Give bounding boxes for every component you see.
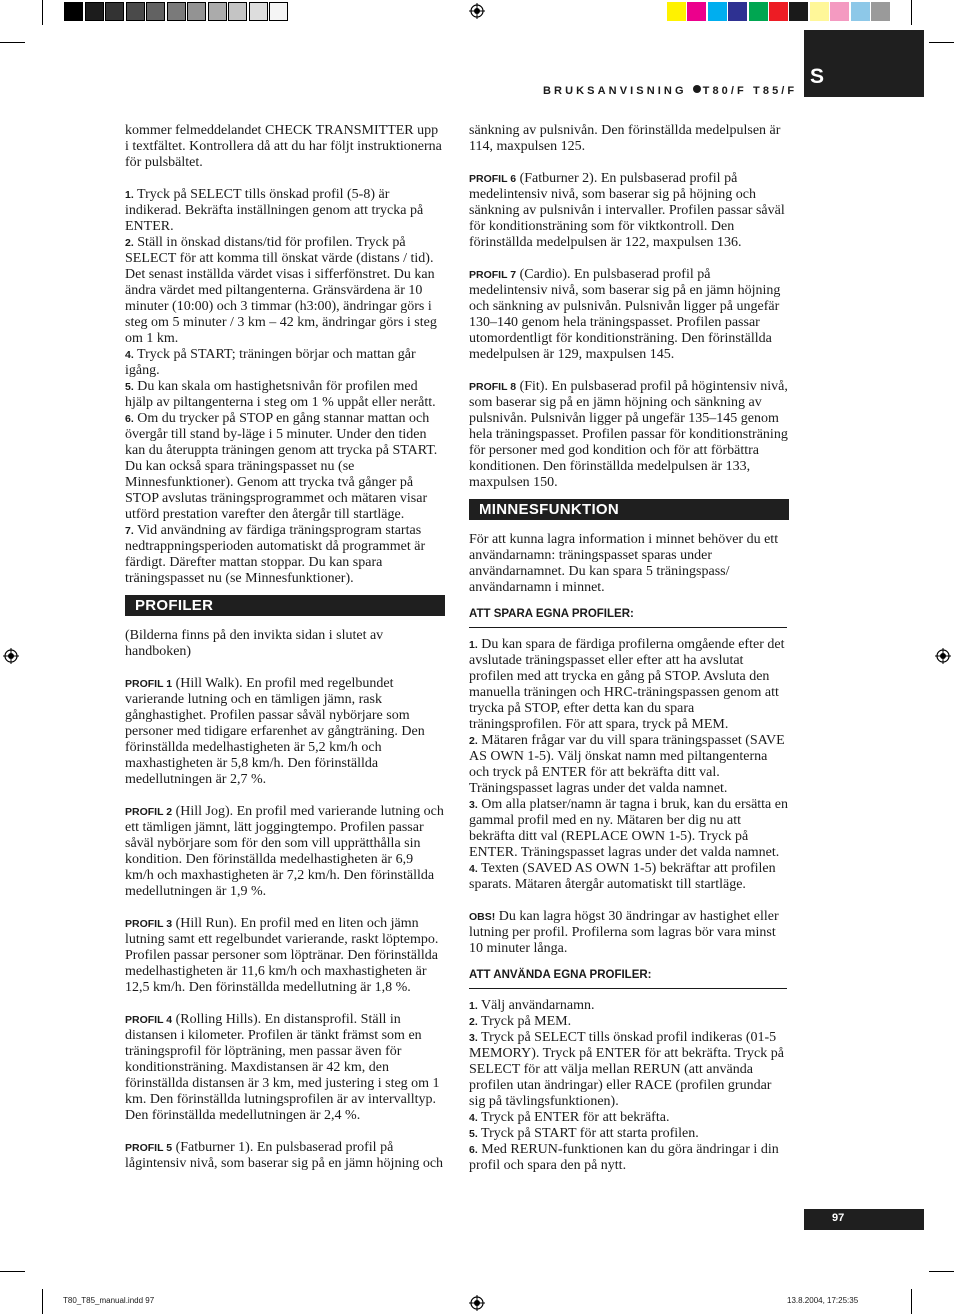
color-swatch [830, 2, 849, 21]
use-step [469, 1110, 789, 1126]
step-item-text: Du kan skala om hastighetsnivån för profilen med hjälp av piltangenterna i steg om 1 % uppåt eller nerått. [125, 379, 436, 410]
gray-swatch [187, 2, 206, 21]
profile-item [469, 379, 789, 491]
use-step-text: Tryck på MEM. [477, 1014, 572, 1029]
manual-label: BRUKSANVISNING [543, 85, 687, 97]
profile-item-text: (Rolling Hills). En distansprofil. Ställ in distansen i kilometer. Profilen är tänkt främst som en träningsprofil för löpträning, men passar även för konditionsträning. Maxdistansen är 42 km, den förinställda distansen är 3 km, med justering i steg om 1 km. Den förinställda lutningsprofilen är av intervalltyp. Den förinställda medellutningen är 2,4 %. [125, 1012, 440, 1123]
crop-mark [929, 42, 954, 43]
use-step-text: Med RERUN-funktionen kan du göra ändringar i din profil och spara den på nytt. [469, 1142, 779, 1173]
step-item-text: Vid användning av färdiga träningsprogram startas nedtrappningsperioden automatiskt då programmet är färdigt. Därefter mattan stoppar. Du kan spara träningspasset nu (se Minnesfunktioner). [125, 523, 426, 586]
right-column [469, 123, 789, 1174]
color-swatch [769, 2, 788, 21]
gray-swatch [85, 2, 104, 21]
profile-item-label: PROFIL 1 [125, 678, 173, 690]
step-item [125, 347, 445, 379]
left-column [125, 123, 445, 1172]
registration-mark-icon [3, 648, 19, 664]
gray-swatch [105, 2, 124, 21]
use-step [469, 1142, 789, 1174]
color-swatch [687, 2, 706, 21]
profile-item-label: PROFIL 5 [125, 1142, 173, 1154]
save-steps-list [469, 637, 789, 893]
language-code: S [810, 65, 825, 88]
color-swatch [667, 2, 686, 21]
step-item [125, 379, 445, 411]
use-step-label: 3. [469, 1032, 478, 1044]
profile-item-label: PROFIL 4 [125, 1014, 173, 1026]
save-step-text: Om alla platser/namn är tagna i bruk, kan du ersätta en gammal profil med en ny. Mätaren ber dig nu att bekräfta ditt val (REPLACE OWN 1-5). Tryck på ENTER. Träningspasset lagras under det valda namnet. [469, 797, 788, 860]
step-item-label: 4. [125, 349, 134, 361]
color-swatch [728, 2, 747, 21]
gray-swatch [167, 2, 186, 21]
step-item [125, 235, 445, 347]
gray-swatch [64, 2, 83, 21]
profile-item-label: PROFIL 2 [125, 806, 173, 818]
gray-swatch [126, 2, 145, 21]
save-step [469, 797, 789, 861]
profile-item-text: (Fatburner 1). En pulsbaserad profil på lågintensiv nivå, som baserar sig på en jämn höjning och [125, 1140, 444, 1171]
registration-mark-icon [469, 1295, 485, 1311]
use-step-label: 4. [469, 1112, 478, 1124]
program-steps-list [125, 187, 445, 587]
gray-swatch [269, 2, 288, 21]
obs-label: OBS! [469, 911, 496, 923]
color-swatch [708, 2, 727, 21]
crop-mark [0, 42, 25, 43]
crop-mark [911, 0, 912, 25]
save-step-label: 1. [469, 639, 478, 651]
color-swatch [851, 2, 870, 21]
gray-swatch [249, 2, 268, 21]
step-item [125, 187, 445, 235]
profile-item [125, 1140, 445, 1172]
profile-item [125, 916, 445, 996]
use-step [469, 1126, 789, 1142]
color-swatch [749, 2, 768, 21]
section-heading-minnesfunktion: MINNESFUNKTION [469, 499, 789, 520]
crop-mark [42, 1289, 43, 1314]
save-step-text: Mätaren frågar var du vill spara träningspasset (SAVE AS OWN 1-5). Välj önskat namn med piltangenterna och tryck på ENTER för att bekräfta ditt val. Träningspasset lagras under det valda namnet. [469, 733, 785, 796]
save-step [469, 637, 789, 733]
profile-item-label: PROFIL 7 [469, 269, 517, 281]
profiler-note: (Bilderna finns på den invikta sidan i slutet av handboken) [125, 628, 384, 659]
profile-item-label: PROFIL 6 [469, 173, 517, 185]
save-step-label: 3. [469, 799, 478, 811]
save-step [469, 861, 789, 893]
use-step-text: Tryck på START för att starta profilen. [477, 1126, 699, 1141]
step-item-text: Om du trycker på STOP en gång stannar mattan och övergår till stand by-läge i 5 minuter. Under den tiden kan du återuppta träningen genom att trycka på START. Du kan också spara träningspasset nu (se Minnesfunktioner). Genom att trycka två gånger på STOP avslutas träningsprogrammet och mätaren visar utförd prestation varefter den återgår till startläge. [125, 411, 438, 522]
use-step [469, 1030, 789, 1110]
subheading-save-profiles: ATT SPARA EGNA PROFILER: [469, 606, 787, 628]
use-step-text: Tryck på SELECT tills önskad profil indikeras (01-5 MEMORY). Tryck på ENTER för att bekräfta. Tryck på SELECT för att välja mellan RERUN (att använda profilen utan ändringar) eller RACE (profilen grundar sig på tävlingsfunktionen). [469, 1030, 784, 1109]
profile-item [125, 804, 445, 900]
step-item-label: 6. [125, 413, 134, 425]
use-step-label: 2. [469, 1016, 478, 1028]
profile-item-label: PROFIL 3 [125, 918, 173, 930]
use-step-label: 5. [469, 1128, 478, 1140]
use-step-text: Välj användarnamn. [477, 998, 595, 1013]
save-step-text: Du kan spara de färdiga profilerna omgående efter det avslutade träningspasset eller efter att ha avslutat profilen med att trycka en gång på STOP. Avsluta den manuella träningen och HRC-träningspassen genom att trycka på STOP, efter detta kan du spara träningsprofilen. För att spara, tryck på MEM. [469, 637, 785, 732]
profile-item [125, 676, 445, 788]
use-step-label: 1. [469, 1000, 478, 1012]
subheading-use-profiles: ATT ANVÄNDA EGNA PROFILER: [469, 967, 787, 989]
step-item-label: 7. [125, 525, 134, 537]
profile-item-text: (Fit). En pulsbaserad profil på högintensiv nivå, som baserar sig på en jämn höjning och sänkning av pulsnivån. Pulsnivån ligger på ungefär 135–145 genom hela träningspasset. Profilen passar för konditionsträning för personer med god kondition och för att förbättra konditionen. Den förinställda medelpulsen är 133, maxpulsen 150. [469, 379, 788, 490]
profile-5-continuation: sänkning av pulsnivån. Den förinställda medelpulsen är 114, maxpulsen 125. [469, 123, 781, 154]
step-item-label: 2. [125, 237, 134, 249]
step-item-text: Ställ in önskad distans/tid för profilen. Tryck på SELECT för att komma till önskat värde (distans / tid). Det senast inställda värdet visas i sifferfönstret. Du kan ändra värdet med piltangenterna. Gränsvärdena är 10 minuter (10:00) och 3 timmar (h3:00), ändringar görs i steg om 5 minuter / 3 km – 42 km, ändringar görs i steg om 1 km. [125, 235, 437, 346]
profile-item [125, 1012, 445, 1124]
use-step [469, 998, 789, 1014]
use-steps-list [469, 998, 789, 1174]
profiles-list-continued [469, 155, 789, 491]
step-item-text: Tryck på SELECT tills önskad profil (5-8) är indikerad. Bekräfta inställningen genom att trycka på ENTER. [125, 187, 424, 234]
section-heading-profiler: PROFILER [125, 595, 445, 616]
bullet-dot-icon [693, 85, 701, 93]
save-step [469, 733, 789, 797]
footer-timestamp: 13.8.2004, 17:25:35 [787, 1296, 859, 1305]
profile-item [469, 267, 789, 363]
use-step-label: 6. [469, 1144, 478, 1156]
gray-swatch [208, 2, 227, 21]
obs-text: Du kan lagra högst 30 ändringar av hastighet eller lutning per profil. Profilerna som lagras bör vara minst 10 minuter långa. [469, 909, 779, 956]
color-swatch [871, 2, 890, 21]
gray-swatch [146, 2, 165, 21]
obs-note [469, 909, 789, 957]
profile-item-text: (Hill Walk). En profil med regelbundet varierande lutning och en tämligen jämn, rask gånghastighet. Profilen passar såväl nybörjare som personer med tidigare erfarenhet av gångträning. Den förinställda medelhastigheten är 5,2 km/h och maxhastigheten är 5,8 km/h. Den förinställda medellutningen är 2,7 %. [125, 676, 425, 787]
step-item-label: 5. [125, 381, 134, 393]
step-item [125, 411, 445, 523]
step-item-text: Tryck på START; träningen börjar och mattan går igång. [125, 347, 416, 378]
page-number: 97 [832, 1212, 845, 1224]
profiles-list [125, 660, 445, 1172]
page-number-box [804, 1209, 924, 1230]
save-step-text: Texten (SAVED AS OWN 1-5) bekräftar att profilen sparats. Mätaren återgår automatiskt till startläge. [469, 861, 776, 892]
step-item [125, 523, 445, 587]
profile-item-text: (Fatburner 2). En pulsbaserad profil på medelintensiv nivå, som baserar sig på höjning och sänkning av pulsnivån i intervaller. Profilen passar såväl för konditionsträning som för viktkontroll. Den förinställda medelpulsen är 122, maxpulsen 136. [469, 171, 785, 250]
use-step [469, 1014, 789, 1030]
registration-mark-icon [935, 648, 951, 664]
profile-item-text: (Cardio). En pulsbaserad profil på medelintensiv nivå, som baserar sig på en jämn höjning och sänkning av pulsnivån. Pulsnivån ligger på ungefär 130–140 genom hela träningspasset. Profilen passar utomordentligt för konditionsträning. Den förinställda medelpulsen är 129, maxpulsen 145. [469, 267, 781, 362]
registration-mark-icon [469, 3, 485, 19]
running-header [543, 85, 797, 97]
crop-mark [0, 1271, 25, 1272]
save-step-label: 2. [469, 735, 478, 747]
crop-mark [911, 1289, 912, 1314]
profile-item [469, 171, 789, 251]
intro-paragraph: kommer felmeddelandet CHECK TRANSMITTER upp i textfältet. Kontrollera då att du har följt instruktionerna för pulsbältet. [125, 123, 442, 170]
use-step-text: Tryck på ENTER för att bekräfta. [477, 1110, 670, 1125]
save-step-label: 4. [469, 863, 478, 875]
model-label: T80/F T85/F [702, 85, 798, 97]
step-item-label: 1. [125, 189, 134, 201]
profile-item-text: (Hill Run). En profil med en liten och jämn lutning samt ett regelbundet varierande, raskt löptempo. Profilen passar personer som löptränar. Den förinställda medelhastigheten är 11,6 km/h och maxhastigheten är 12,5 km/h. Den förinställda medellutning är 1,8 %. [125, 916, 439, 995]
profile-item-text: (Hill Jog). En profil med varierande lutning och ett tämligen jämnt, lätt joggingtempo. Profilen passar såväl nybörjare som för den som vill upprätthålla sin kondition. Den förinställda medelhastigheten är 6,9 km/h och maxhastigheten är 7,2 km/h. Den förinställda medellutningen är 1,9 %. [125, 804, 444, 899]
crop-mark [929, 1271, 954, 1272]
gray-swatch [228, 2, 247, 21]
footer-filename: T80_T85_manual.indd 97 [63, 1296, 155, 1305]
crop-mark [42, 0, 43, 25]
memory-intro: För att kunna lagra information i minnet behöver du ett användarnamn: träningspasset sparas under användarnamnet. Du kan spara 5 träningspass/ användarnamn i minnet. [469, 532, 779, 595]
color-swatch [789, 2, 808, 21]
color-swatch [810, 2, 829, 21]
profile-item-label: PROFIL 8 [469, 381, 517, 393]
